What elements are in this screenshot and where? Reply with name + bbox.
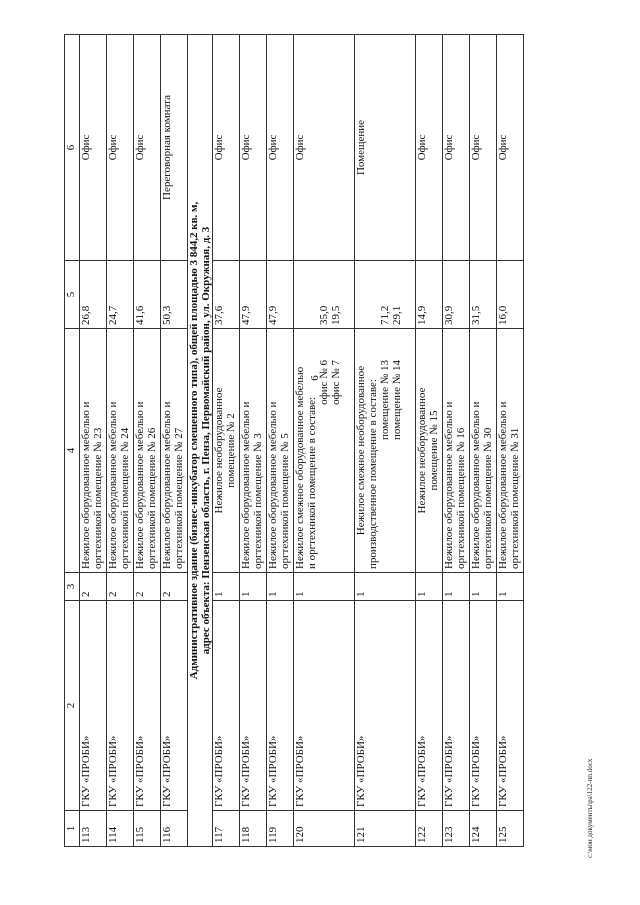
table-row [355, 35, 416, 847]
header-cell: 3 [65, 573, 80, 601]
row-number: 116 [161, 811, 188, 847]
description: Нежилое смежное необорудованное производственное помещение в составе: помещение № 13 помещение № 14 [355, 329, 416, 573]
floor: 2 [134, 573, 161, 601]
organization: ГКУ «ПРОБИ» [497, 601, 524, 811]
description: Нежилое смежное оборудованное мебелью и оргтехникой помещение в составе: офис № 6 офис № 7 [294, 329, 355, 573]
description: Нежилое оборудованное мебелью и оргтехникой помещение № 23 [80, 329, 107, 573]
organization: ГКУ «ПРОБИ» [355, 601, 416, 811]
usage: Переговорная комната [161, 35, 188, 261]
building-section-title: Административное здание (бизнес-инкубатор смешенного типа), общей площадью 3 844,2 кв. м, адрес объекта: Пензенская область, г. Пенза, Первомайский район, ул. Окружная, д. 3 [188, 35, 213, 847]
floor: 1 [443, 573, 470, 601]
usage: Офис [107, 35, 134, 261]
area: 47,9 [267, 261, 294, 329]
area: 47,9 [240, 261, 267, 329]
description: Нежилое оборудованное мебелью и оргтехникой помещение № 26 [134, 329, 161, 573]
header-cell: 5 [65, 261, 80, 329]
floor: 1 [497, 573, 524, 601]
table-row [107, 35, 134, 847]
floor: 1 [267, 573, 294, 601]
page-number: 6 [308, 375, 321, 381]
section-header-row [188, 35, 213, 847]
footer-path: c:\мои документы\ра\122-пп.docx [586, 758, 594, 858]
area: 24,7 [107, 261, 134, 329]
row-number: 115 [134, 811, 161, 847]
table-header-row [65, 35, 80, 847]
table-row [80, 35, 107, 847]
area: 50,3 [161, 261, 188, 329]
organization: ГКУ «ПРОБИ» [470, 601, 497, 811]
floor: 1 [213, 573, 240, 601]
floor: 2 [161, 573, 188, 601]
organization: ГКУ «ПРОБИ» [240, 601, 267, 811]
usage: Офис [470, 35, 497, 261]
table-row [470, 35, 497, 847]
row-number: 117 [213, 811, 240, 847]
organization: ГКУ «ПРОБИ» [267, 601, 294, 811]
header-cell: 6 [65, 35, 80, 261]
floor: 1 [470, 573, 497, 601]
floor: 2 [107, 573, 134, 601]
row-number: 114 [107, 811, 134, 847]
usage: Офис [416, 35, 443, 261]
row-number: 125 [497, 811, 524, 847]
usage: Офис [497, 35, 524, 261]
table-row [294, 35, 355, 847]
table-row [497, 35, 524, 847]
description: Нежилое оборудованное мебелью и оргтехникой помещение № 5 [267, 329, 294, 573]
floor: 1 [294, 573, 355, 601]
row-number: 124 [470, 811, 497, 847]
description: Нежилое оборудованное мебелью и оргтехникой помещение № 3 [240, 329, 267, 573]
floor: 2 [80, 573, 107, 601]
row-number: 123 [443, 811, 470, 847]
description: Нежилое оборудованное мебелью и оргтехникой помещение № 30 [470, 329, 497, 573]
description: Нежилое оборудованное мебелью и оргтехникой помещение № 31 [497, 329, 524, 573]
table-row [240, 35, 267, 847]
organization: ГКУ «ПРОБИ» [107, 601, 134, 811]
table-row [416, 35, 443, 847]
premises-table [64, 34, 524, 847]
area: 26,8 [80, 261, 107, 329]
usage: Помещение [355, 35, 416, 261]
header-cell: 4 [65, 329, 80, 573]
area: 35,0 19,5 [294, 261, 355, 329]
rotated-table-sheet [64, 35, 576, 847]
row-number: 121 [355, 811, 416, 847]
floor: 1 [240, 573, 267, 601]
organization: ГКУ «ПРОБИ» [416, 601, 443, 811]
organization: ГКУ «ПРОБИ» [294, 601, 355, 811]
description: Нежилое оборудованное мебелью и оргтехникой помещение № 24 [107, 329, 134, 573]
row-number: 119 [267, 811, 294, 847]
area: 31,5 [470, 261, 497, 329]
area: 30,9 [443, 261, 470, 329]
header-cell: 2 [65, 601, 80, 811]
usage: Офис [213, 35, 240, 261]
table-row [161, 35, 188, 847]
usage: Офис [267, 35, 294, 261]
area: 14,9 [416, 261, 443, 329]
table-row [443, 35, 470, 847]
floor: 1 [416, 573, 443, 601]
floor: 1 [355, 573, 416, 601]
description: Нежилое необорудованное помещение № 2 [213, 329, 240, 573]
organization: ГКУ «ПРОБИ» [213, 601, 240, 811]
table-row [134, 35, 161, 847]
row-number: 120 [294, 811, 355, 847]
area: 41,6 [134, 261, 161, 329]
description: Нежилое необорудованное помещение № 15 [416, 329, 443, 573]
organization: ГКУ «ПРОБИ» [80, 601, 107, 811]
area: 37,6 [213, 261, 240, 329]
description: Нежилое оборудованное мебелью и оргтехникой помещение № 16 [443, 329, 470, 573]
row-number: 113 [80, 811, 107, 847]
row-number: 118 [240, 811, 267, 847]
organization: ГКУ «ПРОБИ» [161, 601, 188, 811]
description: Нежилое оборудованное мебелью и оргтехникой помещение № 27 [161, 329, 188, 573]
usage: Офис [443, 35, 470, 261]
usage: Офис [240, 35, 267, 261]
organization: ГКУ «ПРОБИ» [134, 601, 161, 811]
area: 71,2 29,1 [355, 261, 416, 329]
organization: ГКУ «ПРОБИ» [443, 601, 470, 811]
usage: Офис [294, 35, 355, 261]
header-cell: 1 [65, 811, 80, 847]
usage: Офис [134, 35, 161, 261]
row-number: 122 [416, 811, 443, 847]
table-row [267, 35, 294, 847]
table-row [213, 35, 240, 847]
area: 16,0 [497, 261, 524, 329]
usage: Офис [80, 35, 107, 261]
